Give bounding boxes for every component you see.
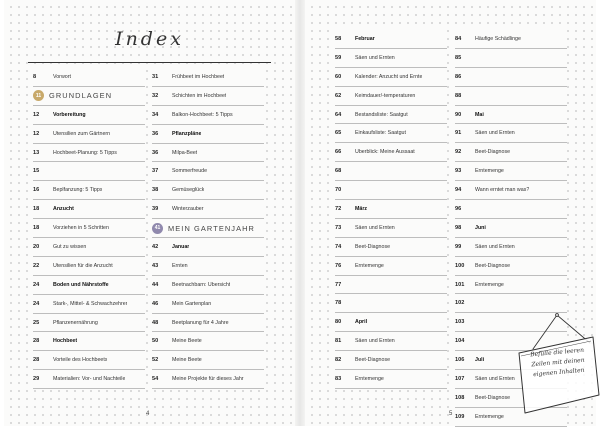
page-number: 24 — [33, 300, 40, 307]
entry-title: Beet-Diagnose — [355, 243, 391, 250]
index-row — [455, 124, 567, 143]
entry-title: Hochbeet-Planung: 5 Tipps — [53, 149, 117, 156]
page-number: 91 — [455, 130, 462, 137]
index-row — [335, 30, 447, 49]
index-column-1 — [33, 68, 145, 389]
note-line-1: Befülle die leeren — [529, 346, 585, 359]
entry-title: Beet-Diagnose — [475, 262, 511, 269]
page-number: 103 — [455, 319, 465, 326]
entry-title: Säen und Ernten — [355, 338, 395, 345]
index-row — [152, 295, 264, 314]
entry-title: Beetnachbarn: Übersicht — [172, 281, 231, 288]
page-number: 93 — [455, 168, 462, 175]
entry-title: Säen und Ernten — [475, 130, 515, 137]
entry-title: Beet-Diagnose — [475, 149, 511, 156]
page-number: 76 — [335, 262, 342, 269]
page-number: 46 — [152, 300, 159, 307]
entry-title: Winterzauber — [172, 206, 204, 213]
index-row — [335, 200, 447, 219]
index-row — [335, 143, 447, 162]
page-number: 66 — [335, 149, 342, 156]
entry-title: Beetplanung für 4 Jahre — [172, 319, 229, 326]
entry-title: Mai — [475, 111, 484, 118]
index-row — [152, 332, 264, 351]
page-number: 43 — [152, 262, 159, 269]
index-row — [335, 106, 447, 125]
index-row — [335, 351, 447, 370]
index-row — [335, 238, 447, 257]
entry-title: Erntemenge — [475, 168, 504, 175]
index-row — [152, 87, 264, 106]
page-number: 18 — [33, 206, 40, 213]
note-line-2: Zeilen mit deinen — [531, 356, 585, 369]
entry-title: Februar — [355, 35, 375, 42]
entry-title: Frühbeet im Hochbeet — [172, 73, 225, 80]
entry-title: Anzucht — [53, 206, 74, 213]
book-gutter — [295, 0, 305, 426]
index-row — [152, 314, 264, 333]
index-row — [33, 181, 145, 200]
entry-title: März — [355, 205, 368, 212]
entry-title: Juli — [475, 357, 485, 364]
index-row — [335, 87, 447, 106]
index-row — [33, 219, 145, 238]
entry-title: Säen und Ernten — [355, 54, 395, 61]
section-title: GRUNDLAGEN — [49, 91, 113, 101]
entry-title: Beet-Diagnose — [475, 394, 511, 401]
index-column-2 — [152, 68, 264, 389]
page-number: 50 — [152, 338, 159, 345]
index-row — [33, 238, 145, 257]
entry-title: Bestandsliste: Saatgut — [355, 111, 408, 118]
entry-title: Utensilien für die Anzucht — [53, 262, 113, 269]
entry-title: Stark-, Mittel- & Schwachzehrer — [53, 300, 128, 307]
entry-title: Vorwort — [53, 73, 71, 80]
page-number: 84 — [455, 35, 462, 42]
index-row — [152, 276, 264, 295]
page-number: 36 — [152, 130, 159, 137]
index-row — [455, 106, 567, 125]
entry-title: Gut zu wissen — [53, 243, 87, 250]
entry-title: Balkon-Hochbeet: 5 Tipps — [172, 111, 233, 118]
index-row — [455, 30, 567, 49]
index-row — [152, 125, 264, 144]
page-number: 74 — [335, 243, 342, 250]
page-number: 108 — [455, 394, 465, 401]
page-number: 73 — [335, 224, 342, 231]
page-number: 34 — [152, 111, 159, 118]
index-row — [33, 144, 145, 163]
index-row — [33, 332, 145, 351]
page-number: 99 — [455, 243, 462, 250]
hanging-sign-note — [527, 314, 589, 408]
page-number: 82 — [335, 357, 342, 364]
entry-title: Erntemenge — [355, 262, 384, 269]
index-row — [335, 276, 447, 295]
index-row — [33, 314, 145, 333]
page-number: 107 — [455, 375, 465, 382]
entry-title: Vorziehen in 5 Schritten — [53, 225, 109, 232]
page-number: 24 — [33, 281, 40, 288]
entry-title: Erntemenge — [355, 375, 384, 382]
entry-title: Einkaufsliste: Saatgut — [355, 130, 406, 137]
index-row — [152, 162, 264, 181]
entry-title: Überblick: Meine Aussaat — [355, 149, 415, 156]
page-number: 104 — [455, 338, 465, 345]
section-heading-row — [33, 87, 145, 106]
page-number: 59 — [335, 54, 342, 61]
entry-title: Vorbereitung — [53, 111, 86, 118]
index-row — [33, 68, 145, 87]
index-row — [335, 370, 447, 389]
index-row — [152, 200, 264, 219]
entry-title: Meine Beete — [172, 338, 202, 345]
index-row — [335, 294, 447, 313]
page-number: 88 — [455, 92, 462, 99]
page-number: 32 — [152, 92, 159, 99]
page-number: 83 — [335, 375, 342, 382]
entry-title: April — [355, 319, 368, 326]
index-row — [455, 238, 567, 257]
note-line-3: eigenen Inhalten — [532, 366, 585, 379]
entry-title: Erntemenge — [475, 281, 504, 288]
entry-title: Hochbeet — [53, 338, 78, 345]
section-title: MEIN GARTENJAHR — [168, 223, 255, 233]
page-number: 81 — [335, 338, 342, 345]
page-number: 64 — [335, 111, 342, 118]
page-number: 86 — [455, 73, 462, 80]
page-number: 80 — [335, 319, 342, 326]
page-number-left: 4 — [146, 411, 150, 417]
index-row — [455, 276, 567, 295]
page-number: 102 — [455, 300, 465, 307]
index-row — [335, 181, 447, 200]
index-row — [152, 257, 264, 276]
entry-title: Mein Gartenplan — [172, 300, 212, 307]
page-number: 18 — [33, 225, 40, 232]
index-row — [33, 125, 145, 144]
index-row — [335, 68, 447, 87]
index-title: Index — [115, 28, 184, 50]
page-number: 28 — [33, 357, 40, 364]
index-row — [152, 106, 264, 125]
page-number: 39 — [152, 206, 159, 213]
page-number: 12 — [33, 111, 40, 118]
index-row — [33, 370, 145, 389]
page-number: 60 — [335, 73, 342, 80]
index-row — [335, 219, 447, 238]
entry-title: Beet-Diagnose — [355, 357, 391, 364]
page-number: 78 — [335, 300, 342, 307]
index-row — [335, 49, 447, 68]
entry-title: Erntemenge — [475, 413, 504, 420]
entry-title: Utensilien zum Gärtnern — [53, 130, 111, 137]
entry-title: Januar — [172, 243, 190, 250]
index-column-3 — [335, 30, 447, 389]
page-number: 36 — [152, 149, 159, 156]
page-number: 42 — [152, 243, 159, 250]
index-row — [152, 370, 264, 389]
index-row — [335, 124, 447, 143]
page-number: 90 — [455, 111, 462, 118]
page-number: 98 — [455, 224, 462, 231]
entry-title: Sommerfreude — [172, 168, 208, 175]
page-number: 54 — [152, 376, 159, 383]
page-number: 20 — [33, 243, 40, 250]
index-row — [455, 257, 567, 276]
entry-title: Häufige Schädlinge — [475, 35, 521, 42]
index-row — [152, 351, 264, 370]
index-row — [455, 181, 567, 200]
page-number: 85 — [455, 54, 462, 61]
entry-title: Säen und Ernten — [475, 243, 515, 250]
page-number: 44 — [152, 281, 159, 288]
page-number: 100 — [455, 262, 465, 269]
page-number: 22 — [33, 262, 40, 269]
entry-title: Gemüseglück — [172, 187, 205, 194]
index-row — [335, 257, 447, 276]
page-number: 62 — [335, 92, 342, 99]
page-number: 8 — [33, 73, 37, 80]
entry-title: Pflanzenernährung — [53, 319, 98, 326]
page-number: 92 — [455, 149, 462, 156]
index-row — [455, 162, 567, 181]
page-number: 13 — [33, 149, 40, 156]
page-number: 31 — [152, 73, 159, 80]
page-number: 72 — [335, 205, 342, 212]
index-row — [455, 200, 567, 219]
page-number: 25 — [33, 319, 40, 326]
page-number-right: 5 — [449, 411, 453, 417]
page-number: 109 — [455, 413, 465, 420]
page-number: 96 — [455, 205, 462, 212]
index-row — [152, 144, 264, 163]
index-row — [33, 351, 145, 370]
section-page-badge: 11 — [33, 90, 44, 101]
entry-title: Milpa-Beet — [172, 149, 198, 156]
index-row — [33, 257, 145, 276]
entry-title: Wann erntet man was? — [475, 187, 530, 194]
entry-title: Boden und Nährstoffe — [53, 281, 109, 288]
index-row — [33, 106, 145, 125]
page-number: 28 — [33, 338, 40, 345]
entry-title: Juni — [475, 224, 486, 231]
entry-title: Säen und Ernten — [475, 375, 515, 382]
index-row — [152, 238, 264, 257]
page-number: 52 — [152, 357, 159, 364]
entry-title: Beplfanzung: 5 Tipps — [53, 187, 103, 194]
entry-title: Materialien: Vor- und Nachteile — [53, 376, 126, 383]
index-row — [152, 181, 264, 200]
index-row — [335, 162, 447, 181]
page-number: 16 — [33, 187, 40, 194]
entry-title: Meine Projekte für dieses Jahr — [172, 376, 244, 383]
entry-title: Säen und Ernten — [355, 224, 395, 231]
entry-title: Vorteile des Hochbeets — [53, 357, 108, 364]
entry-title: Ernten — [172, 262, 188, 269]
page-number: 15 — [33, 168, 40, 175]
page-number: 77 — [335, 281, 342, 288]
index-row — [455, 87, 567, 106]
entry-title: Pflanzpläne — [172, 130, 202, 137]
index-row — [455, 68, 567, 87]
page-number: 48 — [152, 319, 159, 326]
index-row — [455, 219, 567, 238]
note-text — [526, 345, 590, 380]
entry-title: Meine Beete — [172, 357, 202, 364]
page-number: 65 — [335, 130, 342, 137]
section-heading-row — [152, 219, 264, 238]
index-row — [33, 295, 145, 314]
page-number: 38 — [152, 187, 159, 194]
index-row — [335, 313, 447, 332]
index-row — [335, 332, 447, 351]
page-number: 101 — [455, 281, 465, 288]
index-row — [455, 143, 567, 162]
page-number: 70 — [335, 187, 342, 194]
page-number: 58 — [335, 35, 342, 42]
index-row — [152, 68, 264, 87]
page-number: 68 — [335, 168, 342, 175]
page-number: 94 — [455, 187, 462, 194]
entry-title: Keimdauer/-temperaturen — [355, 92, 416, 99]
index-row — [33, 162, 145, 181]
page-number: 29 — [33, 376, 40, 383]
section-page-badge: 41 — [152, 223, 163, 234]
page-number: 12 — [33, 130, 40, 137]
page-number: 106 — [455, 357, 465, 364]
index-row — [33, 276, 145, 295]
index-row — [455, 49, 567, 68]
entry-title: Kalender: Anzucht und Ernte — [355, 73, 423, 80]
entry-title: Schichten im Hochbeet — [172, 92, 227, 99]
page-number: 37 — [152, 168, 159, 175]
index-row — [33, 200, 145, 219]
title-rule — [28, 62, 271, 63]
